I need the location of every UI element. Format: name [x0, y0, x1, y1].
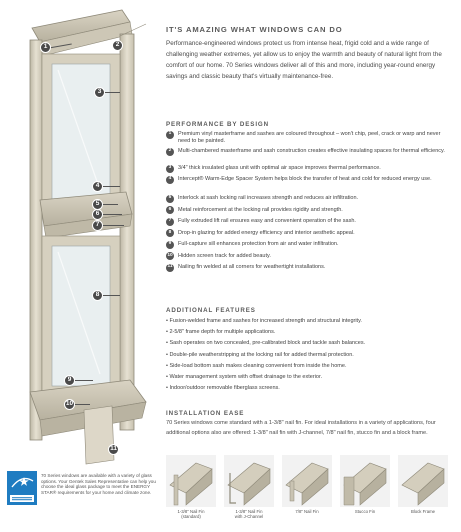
item-number-badge: 10	[166, 252, 174, 260]
callout-badge: 2	[112, 40, 123, 51]
intro-paragraph: Performance-engineered windows protect us from intense heat, frigid cold and a wide range of challenging weather extremes, yet allow us to enjoy the warmth and beauty of natural light from the comfort of our home. 70 Series windows deliver all of this and more, including year-round energy savings and classic beauty that's virtually maintenance-free.	[166, 40, 442, 81]
item-text: Intercept® Warm-Edge Spacer System helps block the transfer of heat and cold for reduced energy use.	[178, 176, 432, 182]
list-item: • 2-5/8" frame depth for multiple applications.	[166, 329, 276, 336]
list-item	[166, 230, 454, 242]
list-item	[166, 207, 454, 219]
nail-fin-profile-image	[224, 455, 274, 507]
page-title: IT'S AMAZING WHAT WINDOWS CAN DO	[166, 25, 343, 34]
list-item	[166, 253, 454, 265]
callout-badge: 11	[108, 444, 119, 455]
list-item	[166, 241, 454, 253]
option-label: 7/8" Nail Fin	[295, 509, 319, 514]
item-number-badge: 4	[166, 176, 174, 184]
nail-fin-option	[340, 455, 390, 514]
window-cutaway-drawing	[0, 0, 160, 470]
item-text: Metal reinforcement at the locking rail provides rigidity and strength.	[178, 206, 343, 213]
installation-heading: INSTALLATION EASE	[166, 410, 245, 417]
nail-fin-profile-image	[398, 455, 448, 507]
callout-badge: 10	[64, 399, 75, 410]
item-number-badge: 11	[166, 264, 174, 272]
nail-fin-option	[166, 455, 216, 519]
window-cutaway-illustration	[0, 0, 160, 470]
nail-fin-option	[398, 455, 448, 514]
option-sublabel: with J-Channel	[234, 514, 264, 520]
item-text: Drop-in glazing for added energy efficiency and interior aesthetic appeal.	[178, 229, 355, 236]
item-number-badge: 8	[166, 229, 174, 237]
callout-badge: 1	[40, 42, 51, 53]
callout-badge: 4	[92, 181, 103, 192]
list-item: • Sash operates on two concealed, pre-calibrated block and tackle sash balances.	[166, 340, 366, 347]
list-item: • Water management system with offset drainage to the exterior.	[166, 374, 323, 381]
item-text: Hidden screen track for added beauty.	[178, 252, 271, 259]
option-label: Stucco Fin	[354, 509, 376, 514]
energy-star-note: 70 Series windows are available with a variety of glass options. Your Gentek Sales Representative can help you choose the ideal glass package to meet the ENERGY STAR® requirements for your home and climate zone.	[41, 473, 156, 495]
item-text: Nailing fin welded at all corners for weathertight installations.	[178, 264, 326, 270]
energy-star-logo	[7, 471, 37, 505]
item-number-badge: 3	[166, 165, 174, 173]
list-item	[166, 264, 454, 276]
list-item: • Side-load bottom sash makes cleaning convenient from inside the home.	[166, 362, 347, 369]
nail-fin-option	[224, 455, 274, 519]
callout-badge: 8	[92, 290, 103, 301]
callout-badge: 6	[92, 209, 103, 220]
item-number-badge: 9	[166, 241, 174, 249]
list-item	[166, 176, 454, 195]
option-label: 1-3/8" Nail Fin	[235, 509, 263, 514]
item-number-badge: 1	[166, 131, 174, 139]
option-sublabel: (standard)	[181, 514, 201, 520]
item-text: Full-capture sill enhances protection from air and water infiltration.	[178, 241, 339, 247]
callout-badge: 9	[64, 375, 75, 386]
list-item: • Indoor/outdoor removable fiberglass screens.	[166, 385, 280, 392]
option-label: Block Frame	[410, 509, 436, 514]
list-item	[166, 195, 454, 207]
item-text: Multi-chambered masterframe and sash construction creates effective insulating spaces for thermal efficiency.	[178, 148, 445, 154]
installation-paragraph: 70 Series windows come standard with a 1-3/8" nail fin. For ideal installations in a variety of applications, four additional options also are offered: 1-3/8" nail fin with J-channel, 7/8" nail fin, stucco fin and a block frame.	[166, 420, 436, 436]
list-item	[166, 148, 454, 165]
list-item	[166, 218, 454, 230]
item-text: Fully extruded lift rail ensures easy and convenient operation of the sash.	[178, 218, 356, 224]
item-number-badge: 5	[166, 195, 174, 203]
item-number-badge: 2	[166, 148, 174, 156]
item-text: Premium vinyl masterframe and sashes are coloured throughout – won't chip, peel, crack or warp and never need to be painted.	[178, 131, 441, 144]
energy-star-icon	[7, 471, 37, 505]
performance-heading: PERFORMANCE BY DESIGN	[166, 121, 270, 128]
nail-fin-profile-image	[282, 455, 332, 507]
callout-badge: 5	[92, 199, 103, 210]
list-item	[166, 165, 454, 176]
features-heading: ADDITIONAL FEATURES	[166, 307, 256, 314]
nail-fin-options	[166, 455, 458, 530]
features-list	[166, 316, 454, 394]
item-number-badge: 6	[166, 206, 174, 214]
callout-badge: 7	[92, 220, 103, 231]
list-item: • Fusion-welded frame and sashes for increased strength and structural integrity.	[166, 318, 362, 324]
performance-list	[166, 131, 454, 276]
item-text: Interlock at sash locking rail increases strength and reduces air infiltration.	[178, 195, 359, 201]
nail-fin-profile-image	[166, 455, 216, 507]
list-item	[166, 131, 454, 148]
item-text: 3/4" thick insulated glass unit with optimal air space improves thermal performance.	[178, 165, 381, 171]
item-number-badge: 7	[166, 218, 174, 226]
list-item: • Double-pile weatherstripping at the locking rail for added thermal protection.	[166, 351, 354, 358]
callout-badge: 3	[94, 87, 105, 98]
nail-fin-profile-image	[340, 455, 390, 507]
nail-fin-option	[282, 455, 332, 514]
option-label: 1-3/8" Nail Fin	[177, 509, 205, 514]
